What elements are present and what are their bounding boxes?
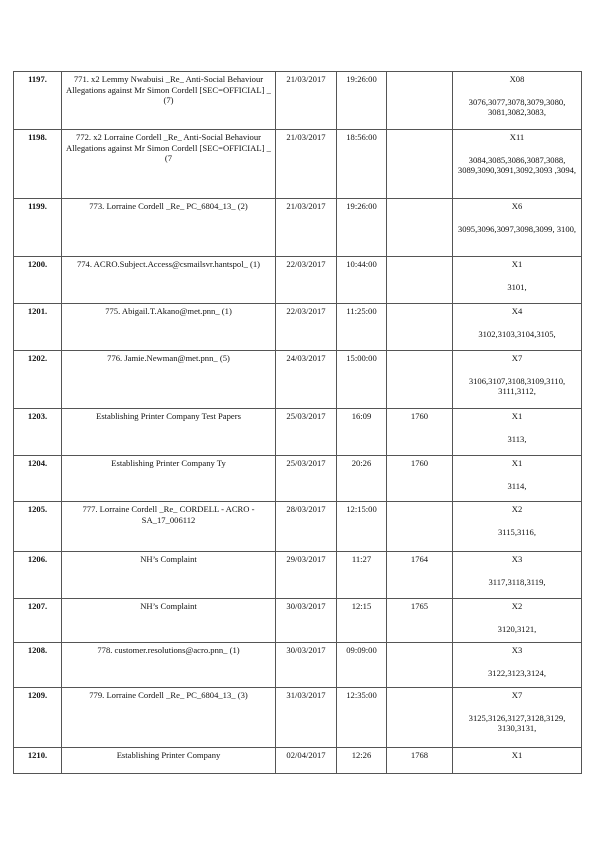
- row-time: 19:26:00: [337, 72, 387, 130]
- row-time: 11:25:00: [337, 304, 387, 351]
- row-date: 25/03/2017: [276, 409, 337, 456]
- row-description: 773. Lorraine Cordell _Re_ PC_6804_13_ (2): [62, 199, 276, 257]
- row-date: 22/03/2017: [276, 304, 337, 351]
- row-date: 22/03/2017: [276, 257, 337, 304]
- row-page-references: [453, 688, 582, 748]
- row-description: NH’s Complaint: [62, 599, 276, 643]
- row-page-numbers: 3115,3116,: [497, 526, 537, 537]
- row-description: 771. x2 Lemmy Nwabuisi _Re_ Anti-Social Behaviour Allegations against Mr Simon Cordell [SEC=OFFICIAL] _ (7): [62, 72, 276, 130]
- row-date: 30/03/2017: [276, 643, 337, 688]
- row-page-references: [453, 409, 582, 456]
- row-page-references: [453, 456, 582, 502]
- row-time: 15:00:00: [337, 351, 387, 409]
- row-time: 09:09:00: [337, 643, 387, 688]
- row-page-references: [453, 552, 582, 599]
- row-page-references: [453, 599, 582, 643]
- row-page-references: [453, 351, 582, 409]
- table-row: [14, 130, 582, 199]
- row-number: 1210.: [14, 748, 62, 774]
- row-description: Establishing Printer Company: [62, 748, 276, 774]
- row-page-numbers: 3095,3096,3097,3098,3099, 3100,: [457, 223, 577, 234]
- row-page-references: [453, 643, 582, 688]
- row-reference: [387, 643, 453, 688]
- row-reference: [387, 304, 453, 351]
- row-page-numbers: 3102,3103,3104,3105,: [478, 328, 556, 339]
- row-reference: [387, 502, 453, 552]
- row-date: 24/03/2017: [276, 351, 337, 409]
- row-description: 775. Abigail.T.Akano@met.pnn_ (1): [62, 304, 276, 351]
- row-page-references: [453, 257, 582, 304]
- row-code: X1: [511, 458, 523, 468]
- row-time: 18:56:00: [337, 130, 387, 199]
- row-reference: 1765: [387, 599, 453, 643]
- table-row: [14, 552, 582, 599]
- row-description: 778. customer.resolutions@acro.pnn_ (1): [62, 643, 276, 688]
- row-page-references: [453, 748, 582, 774]
- row-reference: [387, 199, 453, 257]
- table-row: [14, 199, 582, 257]
- row-number: 1207.: [14, 599, 62, 643]
- table-row: [14, 409, 582, 456]
- row-page-references: [453, 72, 582, 130]
- row-time: 10:44:00: [337, 257, 387, 304]
- table-row: [14, 599, 582, 643]
- row-page-numbers: 3114,: [507, 480, 527, 491]
- row-code: X6: [511, 201, 523, 211]
- row-time: 12:26: [337, 748, 387, 774]
- row-code: X7: [511, 690, 523, 700]
- row-page-references: [453, 304, 582, 351]
- row-code: X7: [511, 353, 523, 363]
- row-reference: 1760: [387, 456, 453, 502]
- row-page-numbers: 3076,3077,3078,3079,3080, 3081,3082,3083,: [468, 96, 566, 117]
- row-description: 777. Lorraine Cordell _Re_ CORDELL - ACRO - SA_17_006112: [62, 502, 276, 552]
- row-time: 20:26: [337, 456, 387, 502]
- row-reference: 1764: [387, 552, 453, 599]
- row-reference: [387, 72, 453, 130]
- table-row: [14, 502, 582, 552]
- row-date: 02/04/2017: [276, 748, 337, 774]
- table-row: [14, 257, 582, 304]
- row-page-numbers: 3125,3126,3127,3128,3129, 3130,3131,: [468, 712, 566, 733]
- row-code: X1: [511, 750, 523, 760]
- row-code: X08: [509, 74, 525, 84]
- row-description: Establishing Printer Company Test Papers: [62, 409, 276, 456]
- row-page-numbers: 3106,3107,3108,3109,3110, 3111,3112,: [468, 375, 566, 396]
- row-reference: [387, 130, 453, 199]
- row-code: X1: [511, 259, 523, 269]
- row-reference: [387, 351, 453, 409]
- row-code: X3: [511, 645, 523, 655]
- row-time: 12:15: [337, 599, 387, 643]
- row-number: 1202.: [14, 351, 62, 409]
- row-code: X2: [511, 504, 523, 514]
- row-number: 1199.: [14, 199, 62, 257]
- row-code: X2: [511, 601, 523, 611]
- row-description: NH’s Complaint: [62, 552, 276, 599]
- row-description: 776. Jamie.Newman@met.pnn_ (5): [62, 351, 276, 409]
- row-page-numbers: 3101,: [507, 281, 527, 292]
- row-number: 1198.: [14, 130, 62, 199]
- row-time: 16:09: [337, 409, 387, 456]
- row-description: 779. Lorraine Cordell _Re_ PC_6804_13_ (3): [62, 688, 276, 748]
- row-code: X11: [509, 132, 525, 142]
- row-description: 772. x2 Lorraine Cordell _Re_ Anti-Social Behaviour Allegations against Mr Simon Cordell [SEC=OFFICIAL] _ (7: [62, 130, 276, 199]
- table-row: [14, 688, 582, 748]
- log-table-body: [14, 72, 582, 774]
- row-number: 1206.: [14, 552, 62, 599]
- row-date: 21/03/2017: [276, 199, 337, 257]
- table-row: [14, 351, 582, 409]
- row-date: 25/03/2017: [276, 456, 337, 502]
- row-page-numbers: 3122,3123,3124,: [487, 667, 546, 678]
- row-description: Establishing Printer Company Ty: [62, 456, 276, 502]
- row-number: 1205.: [14, 502, 62, 552]
- row-code: X4: [511, 306, 523, 316]
- row-page-numbers: 3117,3118,3119,: [488, 576, 546, 587]
- row-time: 11:27: [337, 552, 387, 599]
- table-row: [14, 456, 582, 502]
- row-page-references: [453, 502, 582, 552]
- row-time: 12:15:00: [337, 502, 387, 552]
- document-log-table: [13, 71, 582, 774]
- row-time: 19:26:00: [337, 199, 387, 257]
- row-date: 31/03/2017: [276, 688, 337, 748]
- row-number: 1197.: [14, 72, 62, 130]
- row-number: 1200.: [14, 257, 62, 304]
- table-row: [14, 72, 582, 130]
- row-date: 21/03/2017: [276, 72, 337, 130]
- table-row: [14, 643, 582, 688]
- row-reference: 1760: [387, 409, 453, 456]
- row-code: X1: [511, 411, 523, 421]
- row-date: 29/03/2017: [276, 552, 337, 599]
- row-number: 1204.: [14, 456, 62, 502]
- row-reference: [387, 688, 453, 748]
- table-row: [14, 304, 582, 351]
- row-page-numbers: 3120,3121,: [497, 623, 537, 634]
- row-time: 12:35:00: [337, 688, 387, 748]
- row-code: X3: [511, 554, 523, 564]
- table-row: [14, 748, 582, 774]
- row-page-numbers: 3084,3085,3086,3087,3088, 3089,3090,3091,3092,3093 ,3094,: [457, 154, 577, 175]
- row-page-references: [453, 199, 582, 257]
- row-number: 1201.: [14, 304, 62, 351]
- row-number: 1208.: [14, 643, 62, 688]
- row-page-numbers: 3113,: [507, 433, 527, 444]
- row-reference: [387, 257, 453, 304]
- row-date: 28/03/2017: [276, 502, 337, 552]
- row-reference: 1768: [387, 748, 453, 774]
- row-date: 30/03/2017: [276, 599, 337, 643]
- row-date: 21/03/2017: [276, 130, 337, 199]
- row-number: 1203.: [14, 409, 62, 456]
- row-description: 774. ACRO.Subject.Access@csmailsvr.hantspol_ (1): [62, 257, 276, 304]
- row-page-references: [453, 130, 582, 199]
- row-number: 1209.: [14, 688, 62, 748]
